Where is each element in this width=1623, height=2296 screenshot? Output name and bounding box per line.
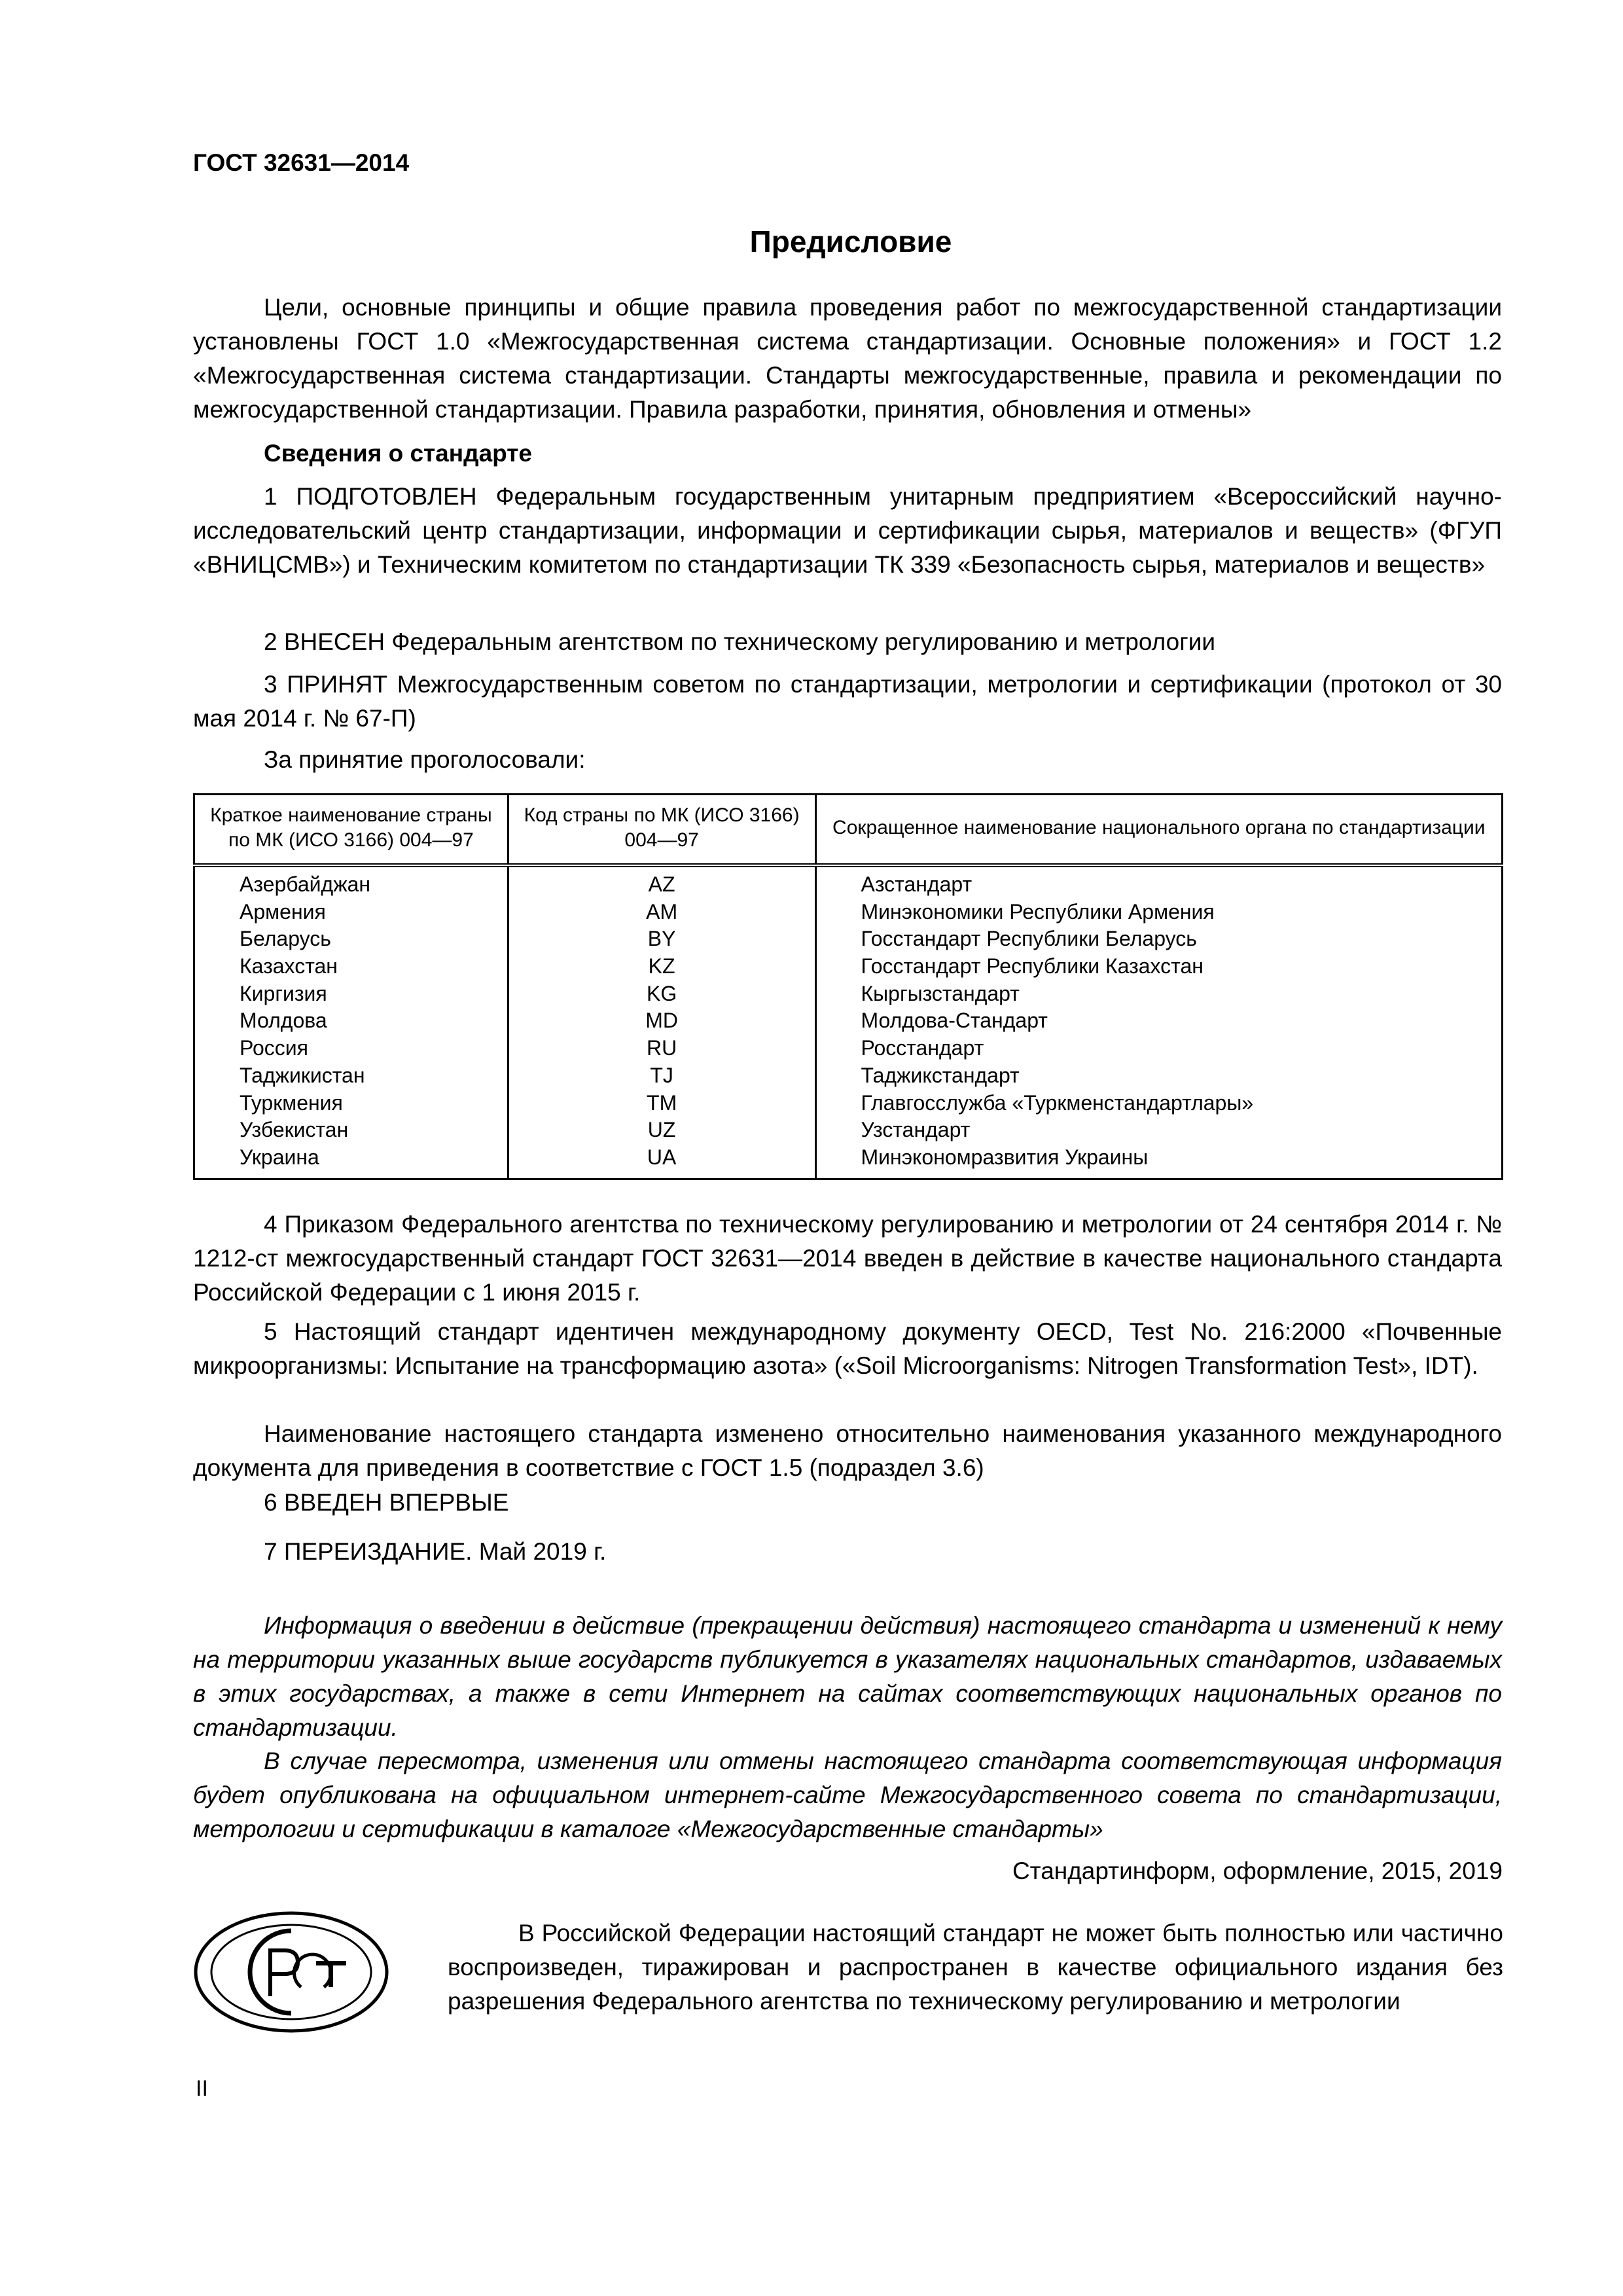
table-body-row (194, 865, 1503, 1179)
country-code: AM (646, 899, 678, 924)
code-column (508, 865, 815, 1179)
standards-body: Кыргызстандарт (861, 981, 1020, 1005)
country-code: KG (647, 981, 677, 1005)
notice-paragraph-2: В случае пересмотра, изменения или отмены настоящего стандарта соответствующая информация будет опубликована на официальном интернет-сайте Межгосударственного совета по стандартизации, метрологии и сертификации в каталоге «Межгосударственные стандарты» (193, 1748, 1502, 1842)
standards-body: Молдова-Стандарт (861, 1009, 1048, 1033)
item-1: 1 ПОДГОТОВЛЕН Федеральным государственным унитарным предприятием «Всероссийский научно-исследовательский центр стандартизации, информации и сертификации сырья, материалов и веществ» (ФГУП «ВНИЦСМВ») и Техническим комитетом по стандартизации ТК 339 «Безопасность сырья, материалов и веществ» (193, 483, 1502, 578)
item-2: 2 ВНЕСЕН Федеральным агентством по техническому регулированию и метрологии (264, 628, 1216, 655)
country-code: TM (647, 1090, 677, 1115)
country-name: Молдова (240, 1009, 327, 1033)
standards-body: Узстандарт (861, 1118, 971, 1142)
item-5: 5 Настоящий стандарт идентичен международному документу OECD, Test No. 216:2000 «Почвенные микроорганизмы: Испытание на трансформацию азота» («Soil Microorganisms: Nitrogen Transformation Test», IDT). (193, 1318, 1502, 1379)
notice-paragraph-1: Информация о введении в действие (прекращении действия) настоящего стандарта и изменений к нему на территории указанных выше государств публикуется в указателях национальных стандартов, издаваемых в этих государствах, а также в сети Интернет на сайтах соответствующих национальных органов по стандартизации. (193, 1612, 1502, 1741)
country-name: Россия (240, 1036, 308, 1060)
item-3: 3 ПРИНЯТ Межгосударственным советом по стандартизации, метрологии и сертификации (протокол от 30 мая 2014 г. № 67-П) (193, 671, 1502, 732)
country-code: RU (647, 1036, 677, 1060)
item-7: 7 ПЕРЕИЗДАНИЕ. Май 2019 г. (264, 1538, 607, 1565)
country-name: Казахстан (240, 954, 338, 978)
country-name: Туркмения (240, 1090, 343, 1115)
country-name: Таджикистан (240, 1063, 365, 1087)
standards-body-column (815, 865, 1503, 1179)
country-name: Азербайджан (240, 872, 371, 896)
table-header-country: Краткое наименование страны по МК (ИСО 3166) 004—97 (194, 795, 508, 866)
country-name: Киргизия (240, 981, 327, 1005)
table-header-row (194, 795, 1503, 866)
intro-paragraph: Цели, основные принципы и общие правила проведения работ по межгосударственной стандартизации установлены ГОСТ 1.0 «Межгосударственная система стандартизации. Основные положения» и ГОСТ 1.2 «Межгосударственная система стандартизации. Стандарты межгосударственные, правила и рекомендации по межгосударственной стандартизации. Правила разработки, принятия, обновления и отмены» (193, 294, 1502, 423)
copyright-notice: В Российской Федерации настоящий стандарт не может быть полностью или частично воспроизведен, тиражирован и распространен в качестве официального издания без разрешения Федерального агентства по техническому регулированию и метрологии (448, 1920, 1503, 2015)
table-header-code: Код страны по МК (ИСО 3166) 004—97 (508, 795, 815, 866)
item-6: 6 ВВЕДЕН ВПЕРВЫЕ (264, 1489, 509, 1516)
table-header-body: Сокращенное наименование национального органа по стандартизации (815, 795, 1503, 866)
country-code: UA (647, 1145, 677, 1169)
item-4: 4 Приказом Федерального агентства по техническому регулированию и метрологии от 24 сентября 2014 г. № 1212-ст межгосударственный стандарт ГОСТ 32631—2014 введен в действие в качестве национального стандарта Российской Федерации с 1 июня 2015 г. (193, 1211, 1502, 1306)
standards-body: Таджикстандарт (861, 1063, 1020, 1087)
standards-body: Азстандарт (861, 872, 972, 896)
standards-body: Минэкономразвития Украины (861, 1145, 1149, 1169)
country-code: TJ (650, 1063, 673, 1087)
country-column (194, 865, 508, 1179)
country-code: KZ (648, 954, 675, 978)
country-name: Украина (240, 1145, 319, 1169)
page-title: Предисловие (749, 224, 952, 259)
standards-body: Минэкономики Республики Армения (861, 899, 1215, 924)
standards-body: Росстандарт (861, 1036, 984, 1060)
page-number: II (196, 2076, 208, 2101)
standards-body: Госстандарт Республики Беларусь (861, 927, 1197, 951)
country-code: UZ (647, 1118, 676, 1142)
standards-body: Госстандарт Республики Казахстан (861, 954, 1204, 978)
voted-label: За принятие проголосовали: (264, 746, 586, 773)
item-5-note: Наименование настоящего стандарта изменено относительно наименования указанного международного документа для приведения в соответствие с ГОСТ 1.5 (подраздел 3.6) (193, 1420, 1502, 1481)
country-code: BY (647, 927, 676, 951)
standards-body: Главгосслужба «Туркменстандартлары» (861, 1090, 1254, 1115)
imprint-line: Стандартинформ, оформление, 2015, 2019 (1012, 1857, 1503, 1884)
member-states-table (193, 793, 1503, 1180)
country-name: Узбекистан (240, 1118, 349, 1142)
rst-certification-logo (193, 1910, 389, 2034)
country-name: Беларусь (240, 927, 331, 951)
document-code-header: ГОСТ 32631—2014 (193, 149, 410, 176)
info-heading: Сведения о стандарте (264, 440, 532, 467)
country-code: MD (645, 1009, 678, 1033)
country-name: Армения (240, 899, 326, 924)
country-code: AZ (648, 872, 675, 896)
